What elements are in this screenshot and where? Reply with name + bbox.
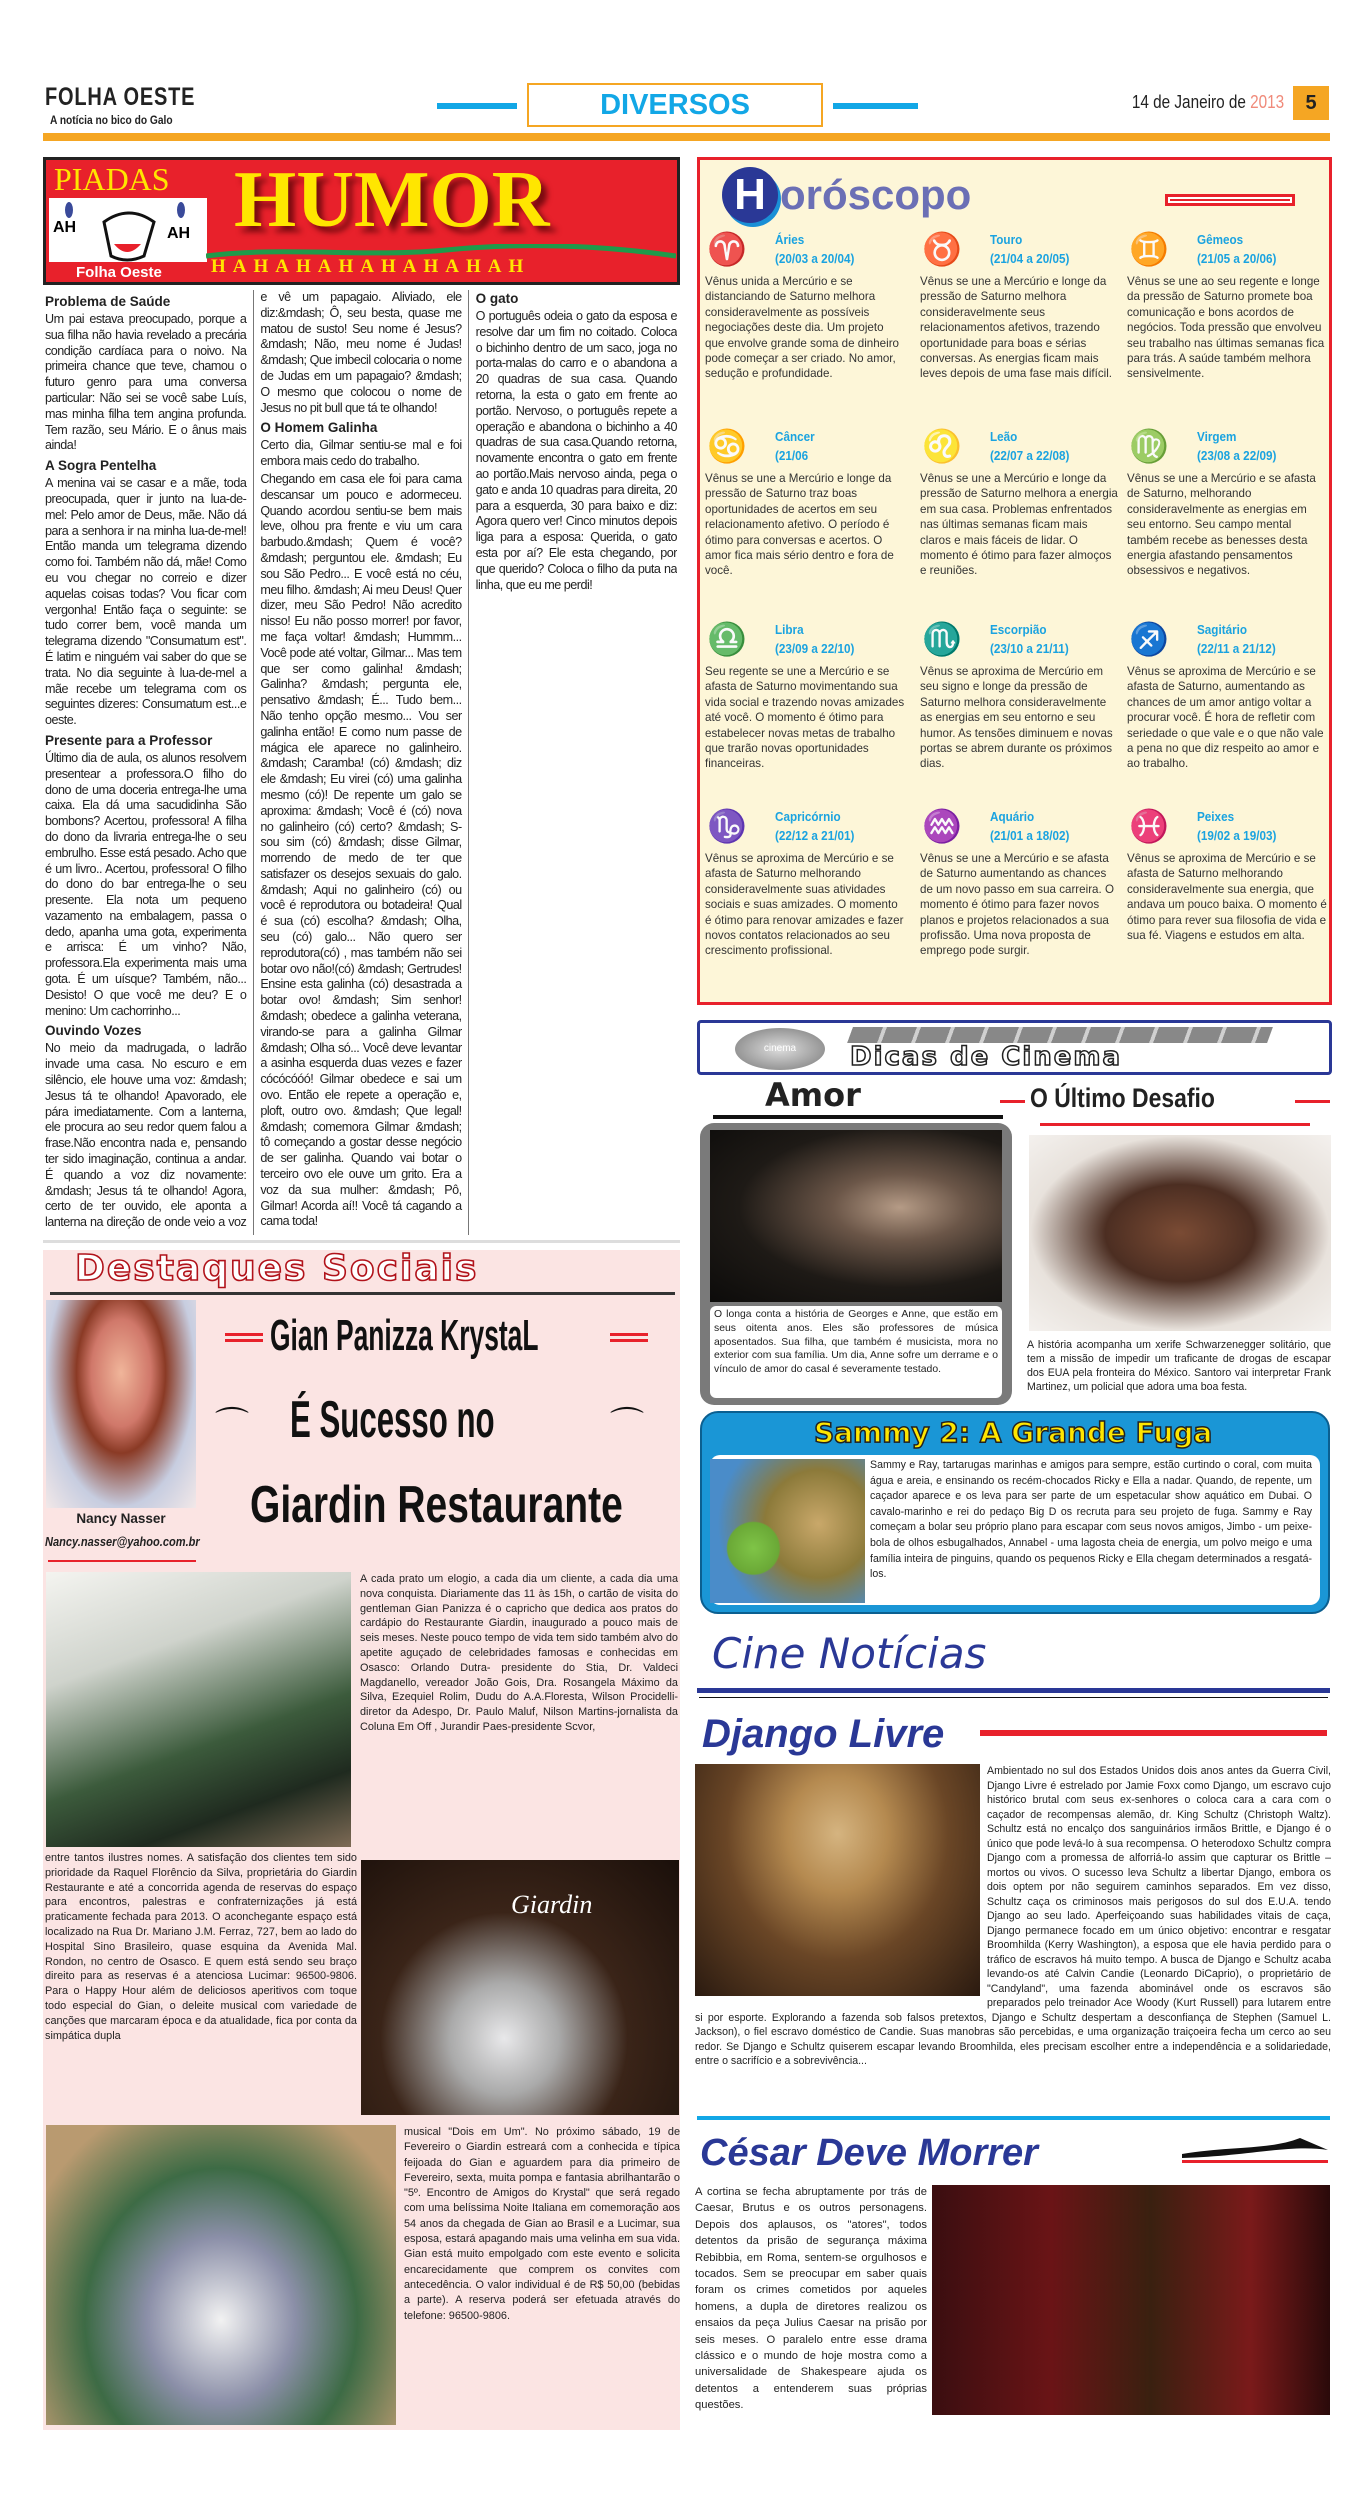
movie-title-ultimo-desafio: O Último Desafio — [1030, 1083, 1215, 1113]
sign-text: Vênus se une a Mercúrio e longe da pressão de Saturno melhora a energia em sua casa. Problemas enfrentados nas últimas semanas ficam mais claros e mais fáceis de lidar. O momento é ótimo para fazer almoços e reuniões. — [920, 472, 1118, 578]
sammy-synopsis: Sammy e Ray, tartarugas marinhas e amigos para sempre, estão curtindo o coral, com muita água e areia, e ensinando os recém-chocados Ricky e Ella a nadar. Quando, de repente, um caçador aparece e os leva para ser parte de um espetacular show aquático em Dubai. O cavalo-marinho e rei do pedaço Big D os recruta para seu projeto de fuga. Sammy e Ray começam a bolar seu próprio plano para escapar com seus novos amigos, Jimbo - um peixe-bola de olhos esbugalhados, Annabel - uma lagosta cheia de energia, um polvo meigo e uma família inteira de pinguins, quando os pequenos Ricky e Ella chegam determinados a resgatá-los. — [870, 1459, 1312, 1581]
zodiac-icon: ♋ — [707, 428, 747, 464]
sign-dates: (22/11 a 21/12) — [1197, 641, 1276, 656]
svg-text:AH: AH — [53, 219, 77, 236]
article-text: entre tantos ilustres nomes. A satisfação dos clientes tem sido prioridade da Raquel Florêncio da Silva, proprietária do Giardin Restaurante e até a concorrida agenda de reservas do espaço para encontros, palestras e confraternizações já está praticamente fechada para 2013. O aconchegante espaço está localizado na Rua Dr. Mariano J.M. Ferraz, 727, bem ao lado do Hospital Sino Brasileiro, quase esquina da Avenida Mal. Rondon, no centro de Osasco. E quem está sendo seu braço direito para as reservas é a atenciosa Lucimar: 96500-9806. Para o Happy Hour além de deliciosos aperitivos com toque todo especial do Gian, o deleite musical com variedade de canções que marcaram época e da atualidade, fica por conta da simpática dupla — [45, 1852, 357, 2042]
zodiac-icon: ♏ — [922, 621, 962, 657]
horoscope-title — [722, 166, 971, 224]
sign-title: Áries — [775, 232, 805, 247]
humor-banner — [43, 157, 680, 285]
zodiac-icon: ♐ — [1129, 621, 1169, 657]
banner-title: HUMOR — [234, 157, 550, 244]
sign-name — [990, 620, 1069, 658]
zodiac-icon: ♓ — [1129, 808, 1169, 844]
title-bar — [1165, 194, 1295, 206]
sign-text: Vênus se une a Mercúrio e longe da pressão de Saturno traz boas oportunidades de acertos em seu relacionamento afetivo. O período é ótimo para conversas e acertos. O amor fica mais sério dentro e fora de você. — [705, 472, 894, 578]
cesar-title: César Deve Morrer — [700, 2132, 1038, 2174]
columnist-name: Nancy Nasser — [76, 1511, 166, 1526]
sign-title: Leão — [990, 429, 1018, 444]
django-article — [695, 1764, 1331, 2069]
title-rule — [50, 1292, 675, 1295]
joke-title: Ouvindo Vozes — [45, 1023, 142, 1039]
zodiac-icon: ♈ — [707, 231, 747, 267]
cinema-logo: cinema — [735, 1028, 825, 1070]
sign-title: Aquário — [990, 809, 1035, 824]
title-underline — [1040, 1123, 1310, 1126]
giardin-sign: Giardin — [511, 1890, 593, 1919]
joke-title: A Sogra Pentelha — [45, 458, 157, 474]
columnist-email: Nancy.nasser@yahoo.com.br — [45, 1534, 200, 1549]
jokes-columns — [45, 290, 677, 1235]
headline-line2: É Sucesso no — [290, 1391, 495, 1449]
ultimo-desafio-photo — [1029, 1135, 1331, 1331]
section-title — [527, 83, 823, 127]
sign-title: Virgem — [1197, 429, 1237, 444]
laughing-face-icon — [49, 198, 207, 262]
title-underline — [713, 1115, 1003, 1119]
zodiac-icon: ♉ — [922, 231, 962, 267]
sign-name — [990, 807, 1069, 845]
django-synopsis-cont: objetivo: encontrar e resgatar Broomhilda (Kerry Washington), a esposa que ele havia perdido para o tráfico de escravos há muito tempo. A busca de Django e Schultz acaba levando-os até Calvin Candie (Leonardo DiCaprio), o proprietário de "Candyland", uma fazenda abominável onde os escravos são preparados pelo treinador Ace Woody (Kurt Russell) para lutarem entre si por esporte. Explorando a fazenda sob falsos pretextos, Django e Schultz despertam a desconfiança de Stephen (Samuel L. Jackson), o fiel escravo doméstico de Candie. Suas manobras são percebidas, e uma organização traiçoeira fecha um cerco ao seu redor. Se Django e Schultz quiserem escapar levando Broomhilda, eles precisam escolher entre a independência e a solidariedade, entre o sacrifício e a sobrevivência... — [695, 1924, 1331, 2067]
restaurant-interior-photo — [46, 1572, 351, 1847]
headline-dash — [225, 1333, 263, 1342]
zodiac-icon: ♑ — [707, 808, 747, 844]
horoscope-box — [697, 157, 1332, 1005]
banner-brand: Folha Oeste — [76, 264, 162, 281]
sammy-title: Sammy 2: A Grande Fuga — [814, 1416, 1213, 1449]
title-rest: oróscopo — [780, 171, 972, 218]
zodiac-icon: ♎ — [707, 621, 747, 657]
django-title: Django Livre — [702, 1712, 945, 1756]
joke-text: Último dia de aula, os alunos resolvem presentear a professora.O filho do dono de uma doceria entrega-lhe uma caixa. Ela dá uma sacudidinha São bombons? Acertou, professora! A filha do dono da livraria entrega-lhe o seu embrulho. Esse está pesado. Acho que é um livro.. Acertou, professora! O filho do dono do bar entrega-lhe o seu presente. Ela nota um pequeno vazamento na embalagem, passa o dedo, apanha uma gota, experimenta e arrisca: É um vinho? Não, professora.Ela experimenta mais uma gota. É um uísque? Também, não... Desisto! O que você me deu? E o menino: Um cachorrinho... — [45, 750, 247, 1018]
sign-name — [1197, 230, 1276, 268]
django-synopsis: Ambientado no sul dos Estados Unidos dois anos antes da Guerra Civil, Django Livre é estrelado por Jamie Foxx como Django, um escravo cujo histórico brutal com seus ex-senhores o coloca cara a cara com o caçador de recompensas alemão, dr. King Schultz (Christoph Waltz). Schultz está no encalço dos sanguinários irmãos Brittle, e Django é o único que pode levá-lo à sua recompensa. O heterodoxo Schultz compra Django com a promessa de alforriá-lo assim que capturar os Brittle – mortos ou vivos. O sucesso leva Schultz a libertar Django, embora os dois optem por não seguirem caminhos separados. Em vez disso, Schultz caça os criminosos mais perigosos do sul dos E.U.A. tendo Django ao seu lado. Aperfeiçoando suas habilidades vitais de caça, Django permanece focado em um único — [987, 1765, 1331, 1937]
joke-story — [45, 457, 246, 729]
sign-dates: (23/09 a 22/10) — [775, 641, 855, 656]
sign-name — [775, 230, 854, 268]
sign-name — [775, 807, 854, 845]
sign-title: Escorpião — [990, 622, 1047, 637]
title-rule — [980, 1730, 1327, 1736]
sign-text: Vênus se aproxima de Mercúrio e se afasta de Saturno melhorando consideravelmente suas atividades sociais e suas amizades. O momento é ótimo para renovar amizades e fazer novos contatos relacionados ao seu crescimento profissional. — [705, 852, 904, 958]
headline-line1: Gian Panizza KrystaL — [270, 1311, 539, 1360]
joke-text: Chegando em casa ele foi para cama descansar um pouco e adormeceu. Quando acordou sentiu-se bem mais leve, olhou pra frente e viu um cara barbudo.&mdash; Quem é você? &mdash; perguntou ele. &mdash; Eu sou São Pedro... E você está no céu, meu filho. &mdash; Ai meu Deus! Quer dizer, meu São Pedro! Não acredito nisso! Eu não posso morrer! por favor, me faça voltar! &mdash; Hummm... Você pode até voltar, Gilmar... Mas tem que ser como galinha! &mdash; Galinha? &mdash; pergunta ele, pensativo &mdash; É... Tudo bem... Não tenho opção mesmo... Vou ser galinha então! E como num passe de mágica ele aparece no galinheiro. &mdash; Caramba! (có) &mdash; diz ele &mdash; Eu virei (có) uma galinha mesmo (có)! De repente um galo se aproxima: &mdash; Você é (có) nova no galinheiro (có) certo? &mdash; S-sou sim (có) &mdash; disse Gilmar, morrendo de medo de ter que satisfazer os desejos sexuais do galo. &mdash; Aqui no galinheiro (có) ou você é reprodutora ou botadeira! Qual é sua (có) escolha? &mdash; Olha, seu (có) galo... Não quero ser reprodutora(có) , mas também não sei botar ovo não!(có) &mdash; Gertrudes! Ensine esta galinha (có) desastrada a botar ovo! &mdash; Sim senhor! &mdash; obedece a galinha veterana, virando-se para a galinha Gilmar &mdash; Olha só... Você deve levantar a asinha esquerda duas vezes e fazer cócócóóó! Gilmar obedece e sai um ovo. Então ele repete a operação e, ploft, outro ovo. &mdash; Que legal! &mdash; comemora Gilmar &mdash; tô começando a gostar desse negócio de ser galinha. Quando vai botar o terceiro ovo ele ouve um grito. Era a voz da sua mulher: &mdash; Pô, Gilmar! Acorda aí!! Você tá cagando a cama toda! — [260, 471, 462, 1229]
sign-dates: (22/12 a 21/01) — [775, 828, 855, 843]
sign-name — [1197, 427, 1276, 465]
group-photo — [46, 2125, 396, 2425]
headline-dash — [610, 1333, 648, 1342]
header-rule — [43, 133, 1330, 141]
sign-dates: (21/04 a 20/05) — [990, 251, 1070, 266]
joke-story — [476, 290, 677, 593]
brand-name: FOLHA OESTE — [45, 83, 196, 111]
banner-laugh: HAHAHAHAHAHAHAH — [211, 256, 531, 277]
joke-text: Certo dia, Gilmar sentiu-se mal e foi embora mais cedo do trabalho. — [260, 438, 462, 469]
sign-text: Vênus se une a Mercúrio e se afasta de Saturno aumentando as chances de um novo passo em sua carreira. O momento é ótimo para fazer novos planos e projetos relacionados a sua profissão. Uma nova proposta de emprego pode surgir. — [920, 852, 1114, 958]
article-text: musical "Dois em Um". No próximo sábado, 19 de Fevereiro o Giardin estreará com a conhecida e típica feijoada do Gian e aguardem para dia primeiro de Fevereiro, sexta, muita pompa e fantasia abrilhantarão o "5º. Encontro de Amigos do Krystal" que será regado com uma belíssima Noite Italiana em comemoração aos 54 anos da chegada de Gian ao Brasil e a Lucimar, sua esposa, estará apagando mais uma velinha em sua vida. Gian está muito empolgado com este evento e solicita encarecidamente que comprem os convites com antecedência. O valor individual é de R$ 50,00 (bebidas a parte). A reserva poderá ser efetuada através do telefone: 96500-9806. — [404, 2126, 680, 2322]
social-column-title: Destaques Sociais — [75, 1248, 479, 1289]
sign-text: Vênus unida a Mercúrio e se distanciando de Saturno melhora consideravelmente as possíveis negociações deste dia. Um projeto que envolve grande soma de dinheiro pode começar a ser criado. No amor, sedução e profundidade. — [705, 275, 900, 381]
sign-dates: (19/02 a 19/03) — [1197, 828, 1277, 843]
swoosh-decoration — [1180, 2132, 1330, 2166]
columnist-photo — [46, 1300, 196, 1508]
joke-title: O Homem Galinha — [260, 420, 378, 436]
sign-dates: (23/08 a 22/09) — [1197, 448, 1277, 463]
date-text: 14 de Janeiro de — [1131, 92, 1250, 112]
sign-dates: (23/10 a 21/11) — [990, 641, 1069, 656]
joke-story — [45, 293, 246, 454]
sign-dates: (21/05 a 20/06) — [1197, 251, 1277, 266]
sign-name — [990, 427, 1069, 465]
sign-title: Gêmeos — [1197, 232, 1244, 247]
section-divider — [43, 1240, 680, 1243]
banner-piadas: PIADAS — [54, 161, 170, 197]
sammy-photo — [710, 1459, 865, 1603]
sign-text: Vênus se aproxima de Mercúrio e se afasta de Saturno, aumentando as chances de um amor antigo voltar a procurar você. É hora de refletir com seriedade o que vale e o que não vale a pena no que diz respeito ao amor e ao trabalho. — [1127, 665, 1324, 771]
joke-text: O português odeia o gato da esposa e resolve dar um fim no coitado. Coloca o bichinho dentro de um saco, joga no porta-malas do carro e o abandona a 20 quadras de sua casa. Quando retorna, la esta o gato em frente ao portão. Nervoso, o português repete a operação e abandona o bichinho a 40 quadras de sua casa.Quando retorna, novamente encontra o gato em frente ao portão.Mais nervoso ainda, pega o gato e anda 10 quadras para direita, 20 para a esquerda, 30 para baixo e diz: Agora quero ver! Cinco minutos depois liga para a esposa: Querida, o gato esta por aí? Ele esta chegando, por que querido? Coloca o filho da puta na linha, que eu me perdi! — [475, 309, 677, 592]
sign-name — [775, 620, 854, 658]
movie-title-amor: Amor — [765, 1076, 861, 1114]
sign-name — [775, 427, 815, 465]
joke-title: Problema de Saúde — [45, 294, 171, 309]
headline-line3: Giardin Restaurante — [250, 1476, 623, 1534]
brow-decoration-icon: ⌒ — [215, 1406, 249, 1444]
joke-text: No meio da madrugada, o ladrão invade uma casa. No escuro e em silêncio, ele houve uma voz: &mdash; Jesus tá te olhando! Apavorado, ele pára imediatamente. Com a lanterna, ele procura ao seu redor quem falou a frase.Não encontra nada e, pensando ter sido imaginação, continua a andar. É quando a voz diz novamente: &mdash; Jesus tá te olhando! Agora, certo de ter ouvido, ele aponta a lanterna na direção de onde veio a voz e vê um papagaio. Aliviado, ele diz:&mdash; Ô, seu besta, quase me matou de susto! Seu nome é Jesus? &mdash; Não, meu nome é Judas! &mdash; Que imbecil colocaria o nome de Judas em um papagaio? &mdash; O mesmo que colocou o nome de Jesus no pit bull que tá te olhando! — [45, 290, 462, 1230]
zodiac-icon: ♊ — [1129, 231, 1169, 267]
sign-title: Sagitário — [1197, 622, 1248, 637]
sign-text: Vênus se une a Mercúrio e longe da pressão de Saturno melhora consideravelmente seus relacionamentos afetivos, trazendo oportunidade para boas e sérias conversas. As energias ficam mais leves depois de uma fase mais difícil. — [920, 275, 1113, 381]
title-dash — [1000, 1100, 1025, 1103]
film-strip-icon — [847, 1027, 1273, 1043]
sign-text: Seu regente se une a Mercúrio e se afasta de Saturno movimentando sua vida social e trazendo novas amizades até você. O momento é ótimo para estabelecer novas metas de trabalho que trarão novas oportunidades financeiras. — [705, 665, 905, 771]
sign-name — [990, 230, 1069, 268]
sign-title: Libra — [775, 622, 804, 637]
sign-text: Vênus se aproxima de Mercúrio e se afasta de Saturno melhorando consideravelmente sua energia, que andava um pouco baixa. O momento é ótimo para rever sua filosofia de vida e sua fé. Viagens e estudos em alta. — [1127, 852, 1327, 943]
page-number: 5 — [1293, 86, 1329, 120]
sign-title: Câncer — [775, 429, 815, 444]
cine-noticias-title: Cine Notícias — [712, 1629, 987, 1678]
section-label: DIVERSOS — [600, 88, 750, 121]
sign-title: Peixes — [1197, 809, 1235, 824]
brand-tagline: A notícia no bico do Galo — [50, 113, 173, 127]
sign-dates: (21/06 — [775, 448, 809, 463]
sign-dates: (21/01 a 18/02) — [990, 828, 1070, 843]
cinema-banner — [697, 1020, 1332, 1075]
sign-name — [1197, 807, 1276, 845]
ultimo-desafio-synopsis: A história acompanha um xerife Schwarzenegger solitário, que tem a missão de impedir um traficante de drogas de escapar dos EUA pela fronteira do México. Santoro vai interpretar Frank Martinez, um policial que adora uma boa festa. — [1027, 1339, 1331, 1393]
sign-title: Touro — [990, 232, 1023, 247]
date-year: 2013 — [1249, 92, 1284, 112]
section-rule — [697, 2116, 1330, 2120]
restaurant-group-photo — [361, 1860, 679, 2115]
zodiac-icon: ♍ — [1129, 428, 1169, 464]
sign-text: Vênus se une a Mercúrio e se afasta de Saturno, melhorando consideravelmente as energias em seu entorno. Seu campo mental também recebe as benesses desta energia afastando pensamentos obsessivos e negativos. — [1127, 472, 1316, 578]
cesar-synopsis: A cortina se fecha abruptamente por trás de Caesar, Brutus e os outros personagens. Depois dos aplausos, os "atores", todos detentos da prisão de segurança máxima Rebibbia, em Roma, sentem-se orgulhosos e tocados. Sem se preocupar em saber quais foram os crimes cometidos por aqueles homens, a dupla de diretores realizou os ensaios da peça Julius Caesar na prisão por seis meses. O paralelo entre esse drama clássico e o mundo de hoje mostra como a universalidade de Shakespeare ajuda os detentos a entenderem suas próprias questões. — [695, 2186, 927, 2412]
cine-noticias-rule — [697, 1688, 1330, 1693]
sign-text: Vênus se aproxima de Mercúrio em seu signo e longe da pressão de Saturno melhora consideravelmente as energias em seu entorno e seu humor. As tensões diminuem e novas portas se abrem durante os próximos dias. — [920, 665, 1113, 771]
django-photo — [695, 1764, 980, 1996]
joke-story — [260, 419, 461, 1230]
article-text: A cada prato um elogio, a cada dia um cliente, a cada dia uma nova conquista. Diariamente das 11 às 15h, o cartão de visita do gentleman Gian Panizza é o capricho que dedica aos pratos do cardápio do Restaurante Giardin, inaugurado a pouco mais de seis meses. Neste pouco tempo de vida tem sido também alvo do apetite aguçado de celebridades famosas e conhecidas em Osasco: Orlando Dutra- presidente do Stia, Dr. Valdeci Magdanello, vereador João Gois, Dra. Rosangela Máximo da Silva, Ezequiel Rolim, Dudu do A.A.Floresta, Wilson Procidelli- diretor da Adespo, Dr. Paulo Maluf, Nilson Martins-jornalista da Coluna Em Off , Jurandir Paes-presidente Scvor, — [360, 1573, 678, 1733]
joke-story — [45, 732, 246, 1020]
section-deco-left — [437, 103, 517, 109]
rule — [48, 1560, 196, 1562]
issue-date — [1132, 92, 1284, 113]
svg-text:AH: AH — [167, 225, 191, 242]
sign-title: Capricórnio — [775, 809, 841, 824]
brow-decoration-icon: ⌒ — [610, 1406, 644, 1444]
sign-name — [1197, 620, 1276, 658]
sign-text: Vênus se une ao seu regente e longe da pressão de Saturno promete boa comunicação e bons acordos de negócios. Toda pressão que envolveu seu trabalho nas últimas semanas fica para trás. A saúde também melhora sensivelmente. — [1127, 275, 1325, 381]
title-dash — [1295, 1100, 1330, 1103]
banner-title: Dicas de Cinema — [850, 1042, 1123, 1072]
cesar-photo — [932, 2185, 1330, 2415]
amor-photo — [710, 1130, 1002, 1302]
joke-text: A menina vai se casar e a mãe, toda preocupada, quer ir junto na lua-de-mel: Pelo amor de Deus, mãe. Não dá para a senhora ir na minha lua-de-mel! Então manda um telegrama dizendo como foi. Também não dá, mãe! Como eu vou chegar no correio e dizer aquelas coisas todas? Vou ficar com vergonha! Então faça o seguinte: se tudo correr bem, você manda um telegrama dizendo "Consumatum est". É latim e ninguém vai saber do que se trata. No dia seguinte à lua-de-mel a mãe recebe um telegrama com os seguintes dizeres: Consumatum est...e oeste. — [45, 476, 247, 728]
zodiac-icon: ♌ — [922, 428, 962, 464]
sign-dates: (20/03 a 20/04) — [775, 251, 855, 266]
joke-title: O gato — [475, 291, 519, 306]
title-initial: H — [722, 167, 778, 223]
joke-title: Presente para a Professor — [45, 732, 213, 748]
section-deco-right — [833, 103, 918, 109]
sammy-card — [700, 1411, 1330, 1614]
sign-dates: (22/07 a 22/08) — [990, 448, 1070, 463]
zodiac-icon: ♒ — [922, 808, 962, 844]
joke-text: Um pai estava preocupado, porque a sua filha não havia revelado a precária condição cardíaca para o noivo. Na primeira chance que teve, chamou o futuro genro para uma conversa particular: Não sei se você sabe Luís, mas minha filha tem angina profunda. Tem razão, seu Mário. E o ânus mais ainda! — [45, 312, 247, 453]
amor-synopsis: O longa conta a história de Georges e Anne, que estão em seus oitenta anos. Eles são professores de música aposentados. Sua filha, que também é musicista, mora no exterior com sua família. Um dia, Anne sofre um derrame e o vínculo de amor do casal é severamente testado. — [710, 1306, 1002, 1398]
